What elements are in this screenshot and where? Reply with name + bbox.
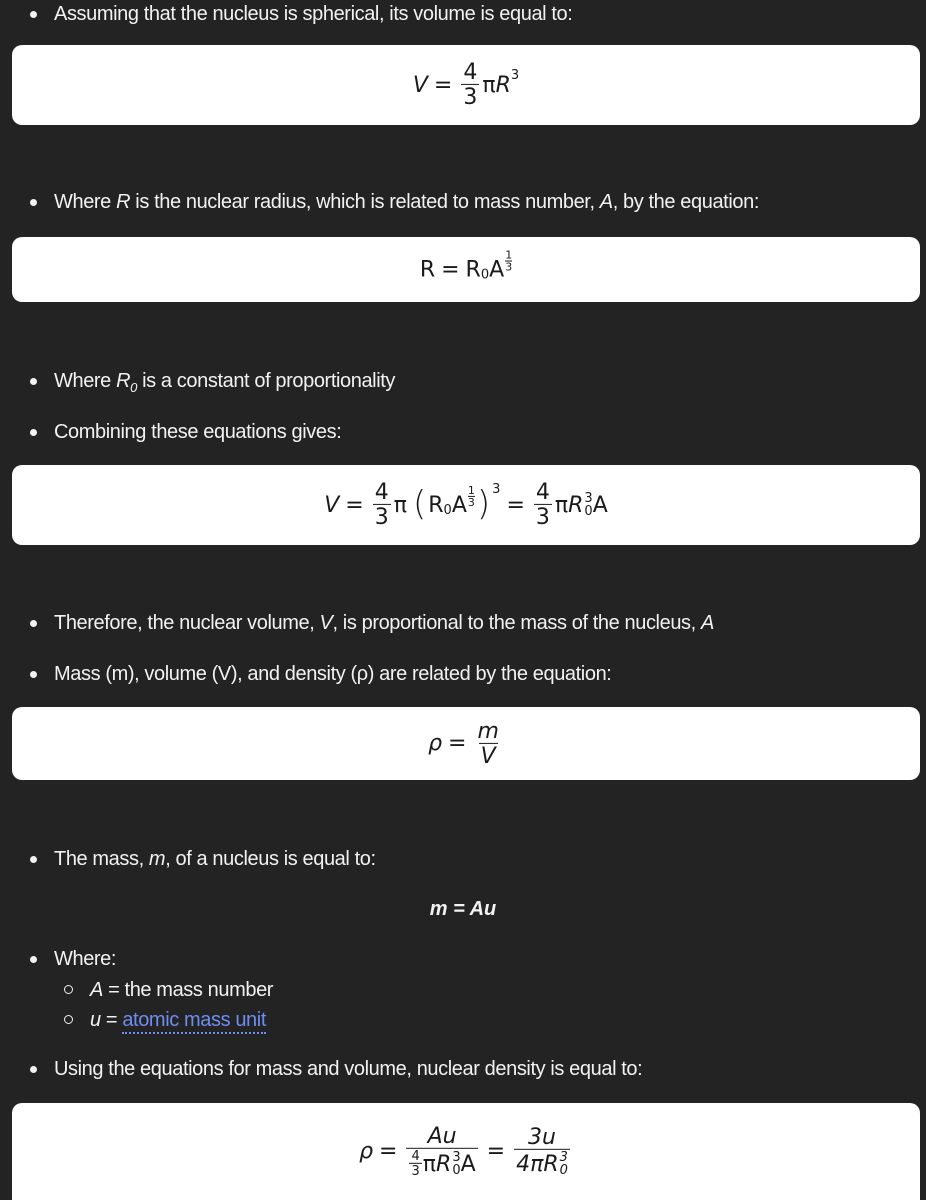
equation-box-density bbox=[12, 707, 920, 780]
eq1-equals: = bbox=[433, 72, 453, 98]
eq3-left-paren: ( bbox=[412, 484, 427, 524]
eq2-r0: R bbox=[465, 257, 481, 282]
eq6-denominator bbox=[406, 1147, 477, 1178]
eq2-exp-den: 3 bbox=[505, 260, 513, 273]
eq4-denominator: V bbox=[480, 743, 496, 769]
eq6-den-fraction bbox=[409, 1149, 421, 1178]
eq3-fraction bbox=[373, 481, 391, 529]
equation-box-nuclear-density bbox=[12, 1103, 920, 1200]
sub-bullet-ring bbox=[64, 985, 73, 994]
bullet-text: The mass, m, of a nucleus is equal to: bbox=[54, 848, 376, 870]
bullet-dot bbox=[30, 671, 37, 678]
eq3-mass-number: A bbox=[451, 492, 467, 518]
eq1-denominator: 3 bbox=[463, 85, 478, 110]
eq6-den2-sub: 0 bbox=[559, 1163, 568, 1179]
eq6-numerator: Au bbox=[427, 1123, 457, 1149]
bullet-text: Mass (m), volume (V), and density (ρ) are related by the equation: bbox=[54, 663, 612, 685]
eq6-den-mass-number: A bbox=[460, 1151, 476, 1177]
eq6-den2-sup: 3 bbox=[559, 1150, 568, 1166]
eq6-fraction-2 bbox=[514, 1126, 570, 1177]
bullet-dot bbox=[30, 956, 37, 963]
eq3-denominator: 3 bbox=[374, 505, 389, 530]
bullet-text: Where $R_0$ is a constant of proportionality bbox=[54, 370, 396, 395]
eq3-denominator-2: 3 bbox=[535, 505, 550, 530]
bullet-dot bbox=[30, 199, 37, 206]
equation-box-radius bbox=[12, 237, 920, 302]
bullet-text: Using the equations for mass and volume, nuclear density is equal to: bbox=[54, 1058, 643, 1080]
bullet-dot bbox=[30, 1066, 37, 1073]
eq4-equals: = bbox=[448, 731, 467, 756]
eq6-denominator-2 bbox=[514, 1149, 570, 1177]
eq4-lhs: ρ bbox=[428, 731, 443, 756]
eq3-mass-number-2: A bbox=[592, 492, 608, 518]
bullet-text: Combining these equations gives: bbox=[54, 421, 342, 443]
eq6-den-frac-den: 3 bbox=[411, 1164, 420, 1180]
eq4-numerator: m bbox=[477, 718, 499, 744]
eq3-exp-num: 1 bbox=[467, 483, 475, 497]
sub-bullet-text: A = the mass number bbox=[90, 979, 274, 1001]
eq3-r0-2-sup: 3 bbox=[584, 491, 593, 506]
bullet-text: Where: bbox=[54, 948, 117, 970]
eq3-exponent-fraction bbox=[468, 485, 475, 508]
eq6-den-sub: 0 bbox=[452, 1163, 461, 1179]
bullet-dot bbox=[30, 11, 37, 18]
equation-box-combined bbox=[12, 465, 920, 545]
eq3-numerator: 4 bbox=[374, 479, 389, 505]
eq2-exp-num: 1 bbox=[505, 248, 513, 261]
eq6-numerator-2: 3u bbox=[528, 1124, 556, 1150]
eq4-fraction bbox=[475, 719, 500, 767]
eq3-r0-2-sub: 0 bbox=[584, 504, 593, 519]
eq2-mass-number: A bbox=[489, 257, 505, 282]
eq3-pi: π bbox=[393, 492, 407, 518]
eq6-den-frac-num: 4 bbox=[411, 1148, 420, 1164]
sub-bullet-text: u = atomic mass unit bbox=[90, 1008, 266, 1032]
eq3-right-paren: ) bbox=[476, 484, 491, 524]
eq1-exponent: 3 bbox=[510, 67, 520, 83]
eq6-equals: = bbox=[379, 1139, 398, 1164]
eq3-lhs: V bbox=[324, 492, 340, 518]
bullet-text: Assuming that the nucleus is spherical, its volume is equal to: bbox=[54, 3, 573, 25]
eq2-r0-subscript: 0 bbox=[480, 267, 490, 282]
bullet-dot bbox=[30, 620, 37, 627]
bullet-text: Therefore, the nuclear volume, V, is proportional to the mass of the nucleus, A bbox=[54, 612, 714, 634]
eq3-numerator-2: 4 bbox=[535, 479, 550, 505]
bullet-dot bbox=[30, 378, 37, 385]
eq3-outer-exponent: 3 bbox=[492, 481, 501, 497]
eq3-r0-subscript: 0 bbox=[443, 502, 452, 518]
eq6-equals-2: = bbox=[486, 1139, 506, 1164]
eq6-fraction bbox=[406, 1124, 477, 1178]
eq3-exp-den: 3 bbox=[467, 495, 475, 509]
eq3-equals-2: = bbox=[506, 492, 525, 518]
eq6-den-pi: π bbox=[422, 1151, 437, 1177]
equation-box-volume bbox=[12, 45, 920, 125]
eq2-equals: = bbox=[441, 257, 460, 282]
eq3-r0: R bbox=[428, 492, 444, 518]
bullet-dot bbox=[30, 429, 37, 436]
eq3-r0-2-scripts bbox=[584, 492, 592, 518]
eq6-den2-r0: R bbox=[543, 1151, 559, 1177]
atomic-mass-unit-link[interactable]: atomic mass unit bbox=[122, 1009, 266, 1034]
eq1-radius: R bbox=[495, 72, 511, 98]
eq3-pi-2: π bbox=[554, 492, 569, 518]
eq6-den2-pre: 4π bbox=[516, 1151, 544, 1177]
eq3-r0-2: R bbox=[568, 492, 584, 518]
eq6-den-r0-scripts bbox=[452, 1151, 460, 1177]
sub-bullet-ring bbox=[64, 1015, 73, 1024]
eq3-fraction-2 bbox=[534, 481, 552, 529]
eq1-numerator: 4 bbox=[463, 59, 478, 85]
eq2-lhs: R bbox=[419, 257, 436, 282]
eq3-equals: = bbox=[345, 492, 364, 518]
eq1-pi: π bbox=[482, 72, 496, 98]
eq2-exponent-fraction bbox=[505, 249, 512, 272]
eq6-den-r0: R bbox=[436, 1151, 452, 1177]
eq6-den-sup: 3 bbox=[452, 1150, 461, 1166]
bullet-text: Where R is the nuclear radius, which is related to mass number, A, by the equation: bbox=[54, 191, 759, 213]
bullet-dot bbox=[30, 856, 37, 863]
eq1-lhs: V bbox=[412, 72, 428, 98]
equation-mass: m = Au bbox=[429, 898, 497, 920]
eq6-den2-scripts bbox=[560, 1151, 568, 1177]
eq1-fraction bbox=[461, 61, 479, 109]
eq6-lhs: ρ bbox=[359, 1139, 374, 1164]
